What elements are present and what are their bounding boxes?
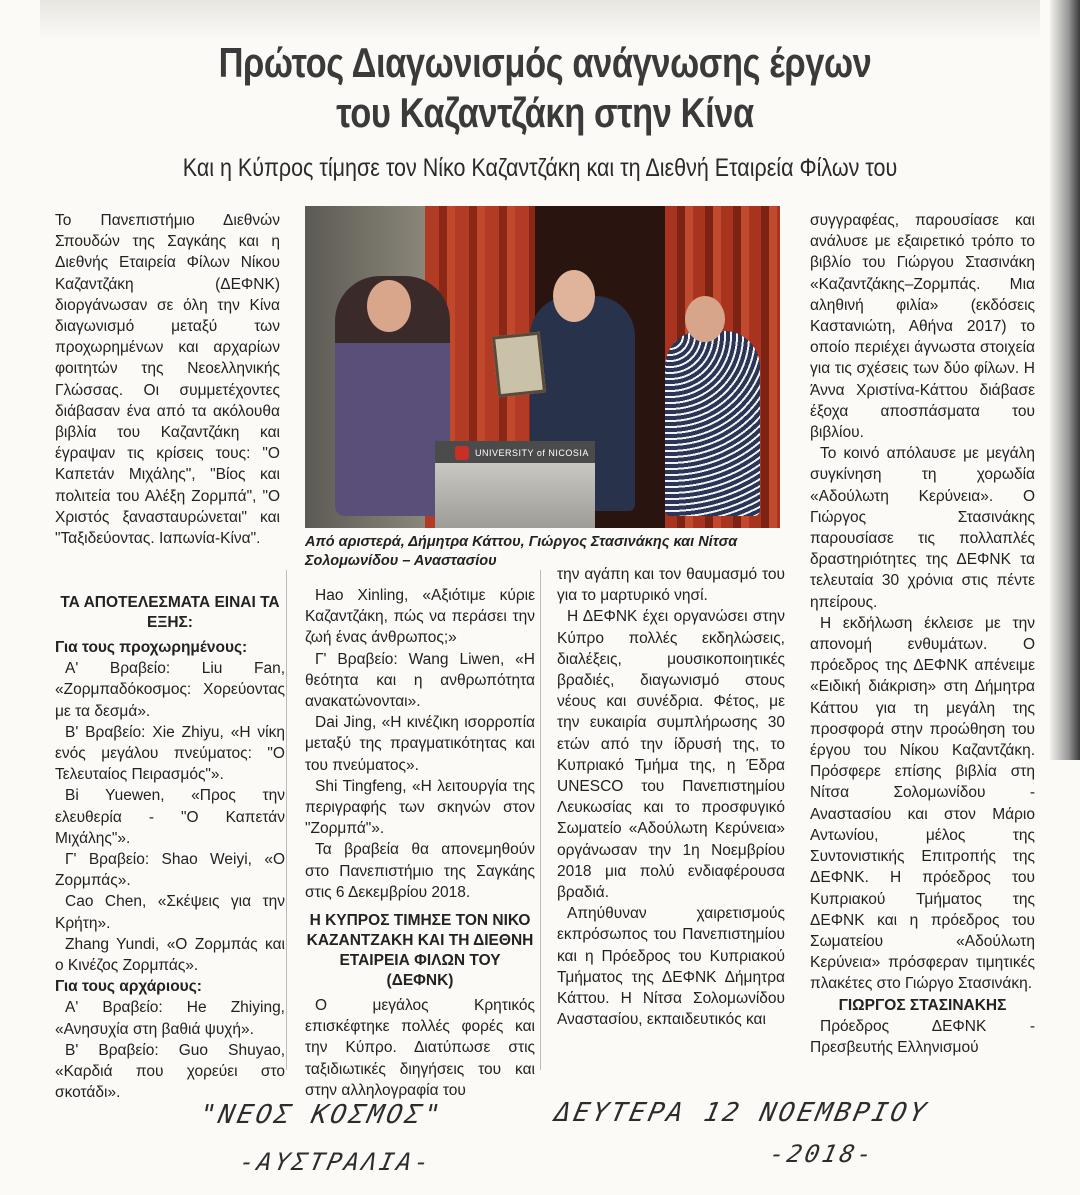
handwritten-place: -ΑΥΣΤΡΑΛΙΑ-	[237, 1148, 435, 1176]
column-4	[810, 210, 1035, 1058]
cyprus-section-heading: Η ΚΥΠΡΟΣ ΤΙΜΗΣΕ ΤΟΝ ΝΙΚΟ ΚΑΖΑΝΤΖΑΚΗ ΚΑΙ ΤΗ ΔΙΕΘΝΗ ΕΤΑΙΡΕΙΑ ΦΙΛΩΝ ΤΟΥ (ΔΕΦΝΚ)	[306, 912, 534, 990]
result-item: Dai Jing, «Η κινέζικη ισορροπία μεταξύ της πραγματικότητας και του πνεύματος».	[305, 714, 535, 774]
result-item: Hao Xinling, «Αξιότιμε κύριε Καζαντζάκη, πώς να περάσει την ζωή ένας άνθρωπος;»	[305, 587, 535, 647]
result-item: Bi Yuewen, «Προς την ελευθερία - "Ο Καπετάν Μιχάλης"».	[55, 787, 285, 847]
handwritten-year: -2018-	[767, 1140, 878, 1168]
cyprus-paragraph: Ο μεγάλος Κρητικός επισκέφτηκε πολλές φορές και την Κύπρο. Διατύπωσε στις ταξιδιωτικές διηγήσεις του και στην αλληλογραφία του	[305, 997, 535, 1099]
result-item: Zhang Yundi, «Ο Ζορμπάς και ο Κινέζος Ζορμπάς».	[55, 935, 285, 975]
body-paragraph: Η εκδήλωση έκλεισε με την απονομή ενθυμάτων. Ο πρόεδρος της ΔΕΦΝΚ απένειμε «Ειδική διάκριση» στη Δήμητρα Κάττου για τη μεγάλη της προσφορά στην προώθηση του έργου του Νίκου Καζαντζάκη. Πρόσφερε επίσης βιβλία στη Νίτσα Σολομωνίδου - Αναστασίου και στον Μάριο Αντωνίου, μέλος της Συντονιστικής Επιτροπής της ΔΕΦΝΚ. Η πρόεδρος του Κυπριακού Τμήματος της ΔΕΦΝΚ και η πρόεδρος του Σωματείου «Αδούλωτη Κερύνεια» πρόσφεραν τιμητικές πλακέτες στο Γιώργο Στασινάκη.	[810, 614, 1035, 993]
body-paragraph: την αγάπη και τον θαυμασμό του για το μαρτυρικό νησί.	[557, 566, 785, 605]
column-1-intro	[55, 210, 280, 549]
result-item: Α' Βραβείο: He Zhiying, «Ανησυχία στη βαθιά ψυχή».	[55, 999, 285, 1038]
scan-bleed-top	[40, 0, 1040, 40]
headline-line2: του Καζαντζάκη στην Κίνα	[336, 89, 754, 136]
person-right-head	[685, 296, 725, 342]
result-item: Γ' Βραβείο: Shao Weiyi, «Ο Ζορμπάς».	[55, 851, 285, 890]
photo-caption: Από αριστερά, Δήμητρα Κάττου, Γιώργος Στασινάκης και Νίτσα Σολομωνίδου – Αναστασίου	[305, 534, 738, 569]
result-item: Β' Βραβείο: Guo Shuyao, «Καρδιά που χορεύει στο σκοτάδι».	[55, 1041, 285, 1102]
column-divider	[540, 570, 541, 1070]
author-title: Πρόεδρος ΔΕΦΝΚ - Πρεσβευτής Ελληνισμού	[810, 1017, 1035, 1056]
body-paragraph: Απηύθυναν χαιρετισμούς εκπρόσωπος του Πανεπιστημίου και η Πρόεδρος του Κυπριακού Τμήματος της ΔΕΦΝΚ Δήμητρα Κάττου. Η Νίτσα Σολομωνίδου Αναστασίου, εκπαιδευτικός και	[557, 905, 785, 1029]
result-item: Γ' Βραβείο: Wang Liwen, «Η θεότητα και η ανθρωπότητα ανακατώνονται».	[305, 650, 535, 711]
body-paragraph: Το κοινό απόλαυσε με μεγάλη συγκίνηση τη χορωδία «Αδούλωτη Κερύνεια». Ο Γιώργος Στασινάκης παρουσίασε τις πολλαπλές δραστηριότητες της ΔΕΦΝΚ τα τελευταία 30 χρόνια στις πέντε ηπείρους.	[810, 445, 1035, 611]
university-logo-icon	[455, 446, 469, 460]
scan-bleed-right	[1050, 0, 1080, 760]
handwritten-date: ΔΕΥΤΕΡΑ 12 ΝΟΕΜΒΡΙΟΥ	[551, 1098, 932, 1128]
person-center-head	[553, 270, 595, 322]
author-signature: ΓΙΩΡΓΟΣ ΣΤΑΣΙΝΑΚΗΣ	[838, 996, 1007, 1014]
result-item: Β' Βραβείο: Xie Zhiyu, «Η νίκη ενός μεγάλου πνεύματος: "Ο Τελευταίος Πειρασμός"».	[55, 723, 285, 784]
column-2	[305, 585, 535, 1101]
result-item: Shi Tingfeng, «Η λειτουργία της περιγραφής των σκηνών στον "Ζορμπά"».	[305, 777, 535, 838]
column-3	[557, 564, 785, 1030]
event-photo	[305, 206, 780, 528]
advanced-heading: Για τους προχωρημένους:	[55, 639, 248, 656]
podium-text: UNIVERSITY of NICOSIA	[475, 448, 589, 458]
award-plaque	[492, 332, 546, 398]
awards-date-paragraph: Τα βραβεία θα απονεμηθούν στο Πανεπιστήμιο της Σαγκάης στις 6 Δεκεμβρίου 2018.	[305, 841, 535, 901]
body-paragraph: συγγραφέας, παρουσίασε και ανάλυσε με εξαιρετικό τρόπο το βιβλίο του Γιώργου Στασινάκη «Καζαντζάκης–Ζορμπάς. Μια αληθινή φιλία» (εκδόσεις Καστανιώτη, Αθήνα 2017) το οποίο περιέχει άγνωστα στοιχεία για τις σχέσεις των δύο φίλων. Η Άννα Χριστίνα-Κάττου διάβασε έξοχα αποσπάσματα του βιβλίου.	[810, 212, 1035, 442]
results-heading: ΤΑ ΑΠΟΤΕΛΕΣΜΑΤΑ ΕΙΝΑΙ ΤΑ ΕΞΗΣ:	[60, 594, 280, 631]
person-left-head	[367, 280, 411, 332]
beginners-heading: Για τους αρχάριους:	[55, 978, 202, 996]
handwritten-paper-name: "ΝΕΟΣ ΚΟΣΜΟΣ"	[196, 1100, 446, 1130]
headline-line1: Πρώτος Διαγωνισμός ανάγνωσης έργων	[218, 39, 872, 86]
column-1-results	[55, 585, 285, 1103]
result-item: Cao Chen, «Σκέψεις για την Κρήτη».	[55, 893, 285, 932]
subheadline: Και η Κύπρος τίμησε τον Νίκο Καζαντζάκη και τη Διεθνή Εταιρεία Φίλων του	[182, 154, 898, 182]
person-right	[665, 331, 760, 516]
column-divider	[286, 570, 287, 1070]
intro-paragraph: Το Πανεπιστήμιο Διεθνών Σπουδών της Σαγκάης και η Διεθνής Εταιρεία Φίλων Νίκου Καζαντζάκη (ΔΕΦΝΚ) διοργάνωσαν σε όλη την Κίνα διαγωνισμό μεταξύ των προχωρημένων και αρχαρίων φοιτητών της Νεοελληνικής Γλώσσας. Οι συμμετέχοντες διάβασαν ένα από τα ακόλουθα βιβλία του Καζαντζάκη και έγραψαν τις κρίσεις τους: "Ο Καπετάν Μιχάλης", "Βίος και πολιτεία του Αλέξη Ζορμπά", "Ο Χριστός ξανασταυρώνεται" και "Ταξιδεύοντας. Ιαπωνία-Κίνα".	[55, 212, 280, 548]
body-paragraph: Η ΔΕΦΝΚ έχει οργανώσει στην Κύπρο πολλές εκδηλώσεις, διαλέξεις, μουσικοποιητικές βραδιές, διαγωνισμό στους νέους και συνέδρια. Φέτος, με την ευκαιρία συμπλήρωσης 30 ετών από την ίδρυσή της, το Κυπριακό Τμήμα της, η Έδρα UNESCO του Πανεπιστημίου Λευκωσίας και το προσφυγικό Σωματείο «Αδούλωτη Κερύνεια» οργάνωσαν την 1η Νοεμβρίου 2018 μια πολύ ενδιαφέρουσα βραδιά.	[557, 608, 785, 902]
result-item: Α' Βραβείο: Liu Fan, «Ζορμπαδόκοσμος: Χορεύοντας με τα δεσμά».	[55, 660, 285, 720]
